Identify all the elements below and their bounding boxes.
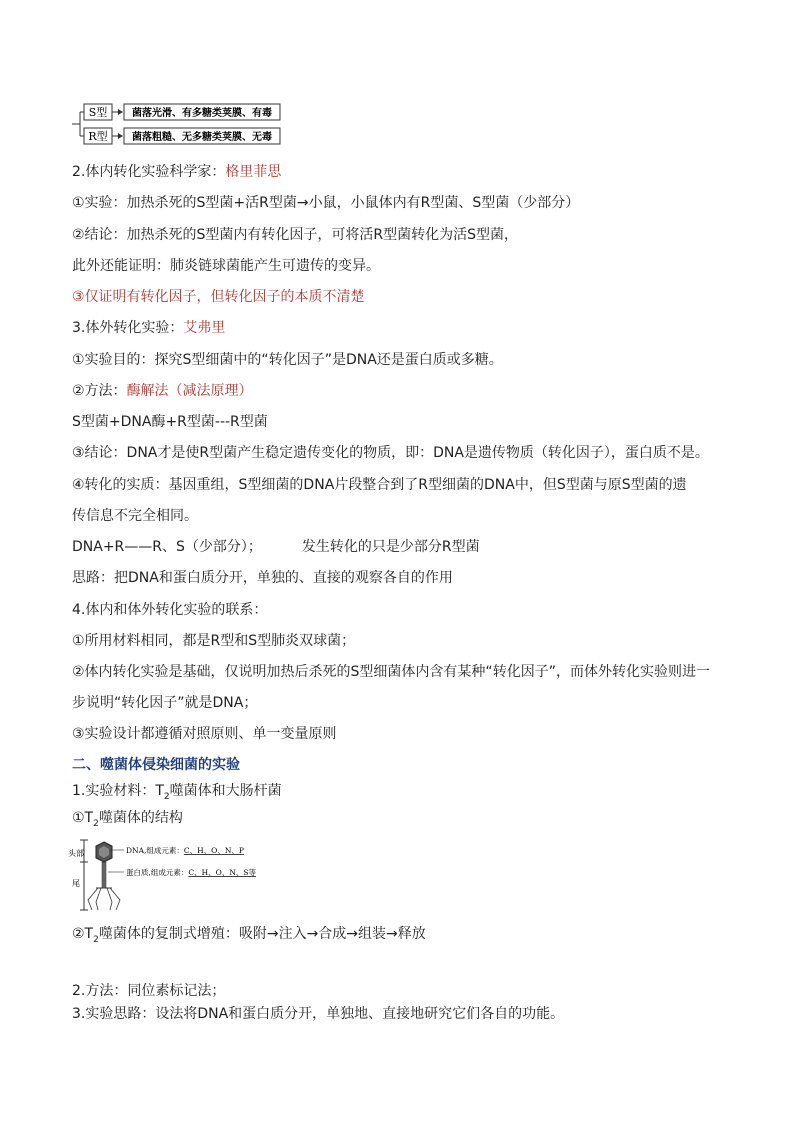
s2-note: ③仅证明有转化因子，但转化因子的本质不清楚 <box>72 289 365 305</box>
protein-annotation: 蛋白质,组成元素：C、H、O、N、S等 <box>126 868 257 877</box>
phage-head-label: 头部 <box>68 849 84 858</box>
s3-idea: 思路：把DNA和蛋白质分开，单独的、直接的观察各自的作用 <box>72 570 453 586</box>
p2-idea: 3.实验思路：设法将DNA和蛋白质分开，单独地、直接地研究它们各自的功能。 <box>72 1006 565 1022</box>
phage-structure-diagram <box>68 838 268 914</box>
section-2-title: 2.体内转化实验科学家：格里菲思 <box>72 164 282 180</box>
phage-tail-label: 尾 <box>72 879 80 888</box>
s3-result-line: DNA+R——R、S（少部分）； 发生转化的只是少部分R型菌 <box>72 539 480 555</box>
enzyme-method: 酶解法（减法原理） <box>126 383 253 399</box>
section-3-title: 3.体外转化实验：艾弗里 <box>72 320 226 336</box>
s-type-desc: 菌落光滑、有多糖类荚膜、有毒 <box>132 108 272 119</box>
s3-purpose: ①实验目的：探究S型细菌中的“转化因子”是DNA还是蛋白质或多糖。 <box>72 352 503 368</box>
p2-material: 1.实验材料：$T_2$噬菌体和大肠杆菌 <box>72 783 282 802</box>
phage-tail-fibers <box>88 888 120 910</box>
r-type-label: R型 <box>88 130 108 143</box>
s4-point-1: ①所用材料相同，都是R型和S型肺炎双球菌； <box>72 633 356 649</box>
phage-tail-sheath <box>102 862 106 888</box>
dna-annotation: DNA,组成元素：C、H、O、N、P <box>126 846 244 855</box>
s2-also-proves: 此外还能证明：肺炎链球菌能产生可遗传的变异。 <box>72 258 380 274</box>
bacteria-type-diagram <box>68 100 288 150</box>
part-2-heading: 二、噬菌体侵染细菌的实验 <box>72 757 240 773</box>
r-type-desc: 菌落粗糙、无多糖类荚膜、无毒 <box>132 132 272 143</box>
p2-replication: $②T_2$噬菌体的复制式增殖：吸附→注入→合成→组装→释放 <box>72 926 426 945</box>
s2-experiment: ①实验：加热杀死的S型菌+活R型菌→小鼠，小鼠体内有R型菌、S型菌（少部分） <box>72 195 580 211</box>
s4-point-3: ③实验设计都遵循对照原则、单一变量原则 <box>72 726 337 742</box>
s3-essence-1: ④转化的实质：基因重组，S型细菌的DNA片段整合到了R型细菌的DNA中，但S型菌与原S型菌的遗 <box>72 477 687 493</box>
s2-conclusion: ②结论：加热杀死的S型菌内有转化因子，可将活R型菌转化为活S型菌， <box>72 227 519 243</box>
s3-formula: S型菌+DNA酶+R型菌---R型菌 <box>72 414 268 430</box>
p2-method: 2.方法：同位素标记法； <box>72 983 226 999</box>
griffith-name: 格里菲思 <box>225 164 282 180</box>
s-type-label: S型 <box>88 106 108 119</box>
avery-name: 艾弗里 <box>183 320 226 336</box>
s4-point-2a: ②体内转化实验是基础，仅说明加热后杀死的S型细菌体内含有某种“转化因子”，而体外转化实验则进一 <box>72 664 710 680</box>
s3-conclusion: ③结论：DNA才是使R型菌产生稳定遗传变化的物质，即：DNA是遗传物质（转化因子），蛋白质不是。 <box>72 445 709 461</box>
section-4-title: 4.体内和体外转化实验的联系： <box>72 602 268 618</box>
s3-method: ②方法：酶解法（减法原理） <box>72 383 253 399</box>
s4-point-2b: 步说明“转化因子”就是DNA； <box>72 695 258 711</box>
p2-structure-title: $①T_2$噬菌体的结构 <box>72 810 183 829</box>
s3-essence-2: 传信息不完全相同。 <box>72 508 198 524</box>
